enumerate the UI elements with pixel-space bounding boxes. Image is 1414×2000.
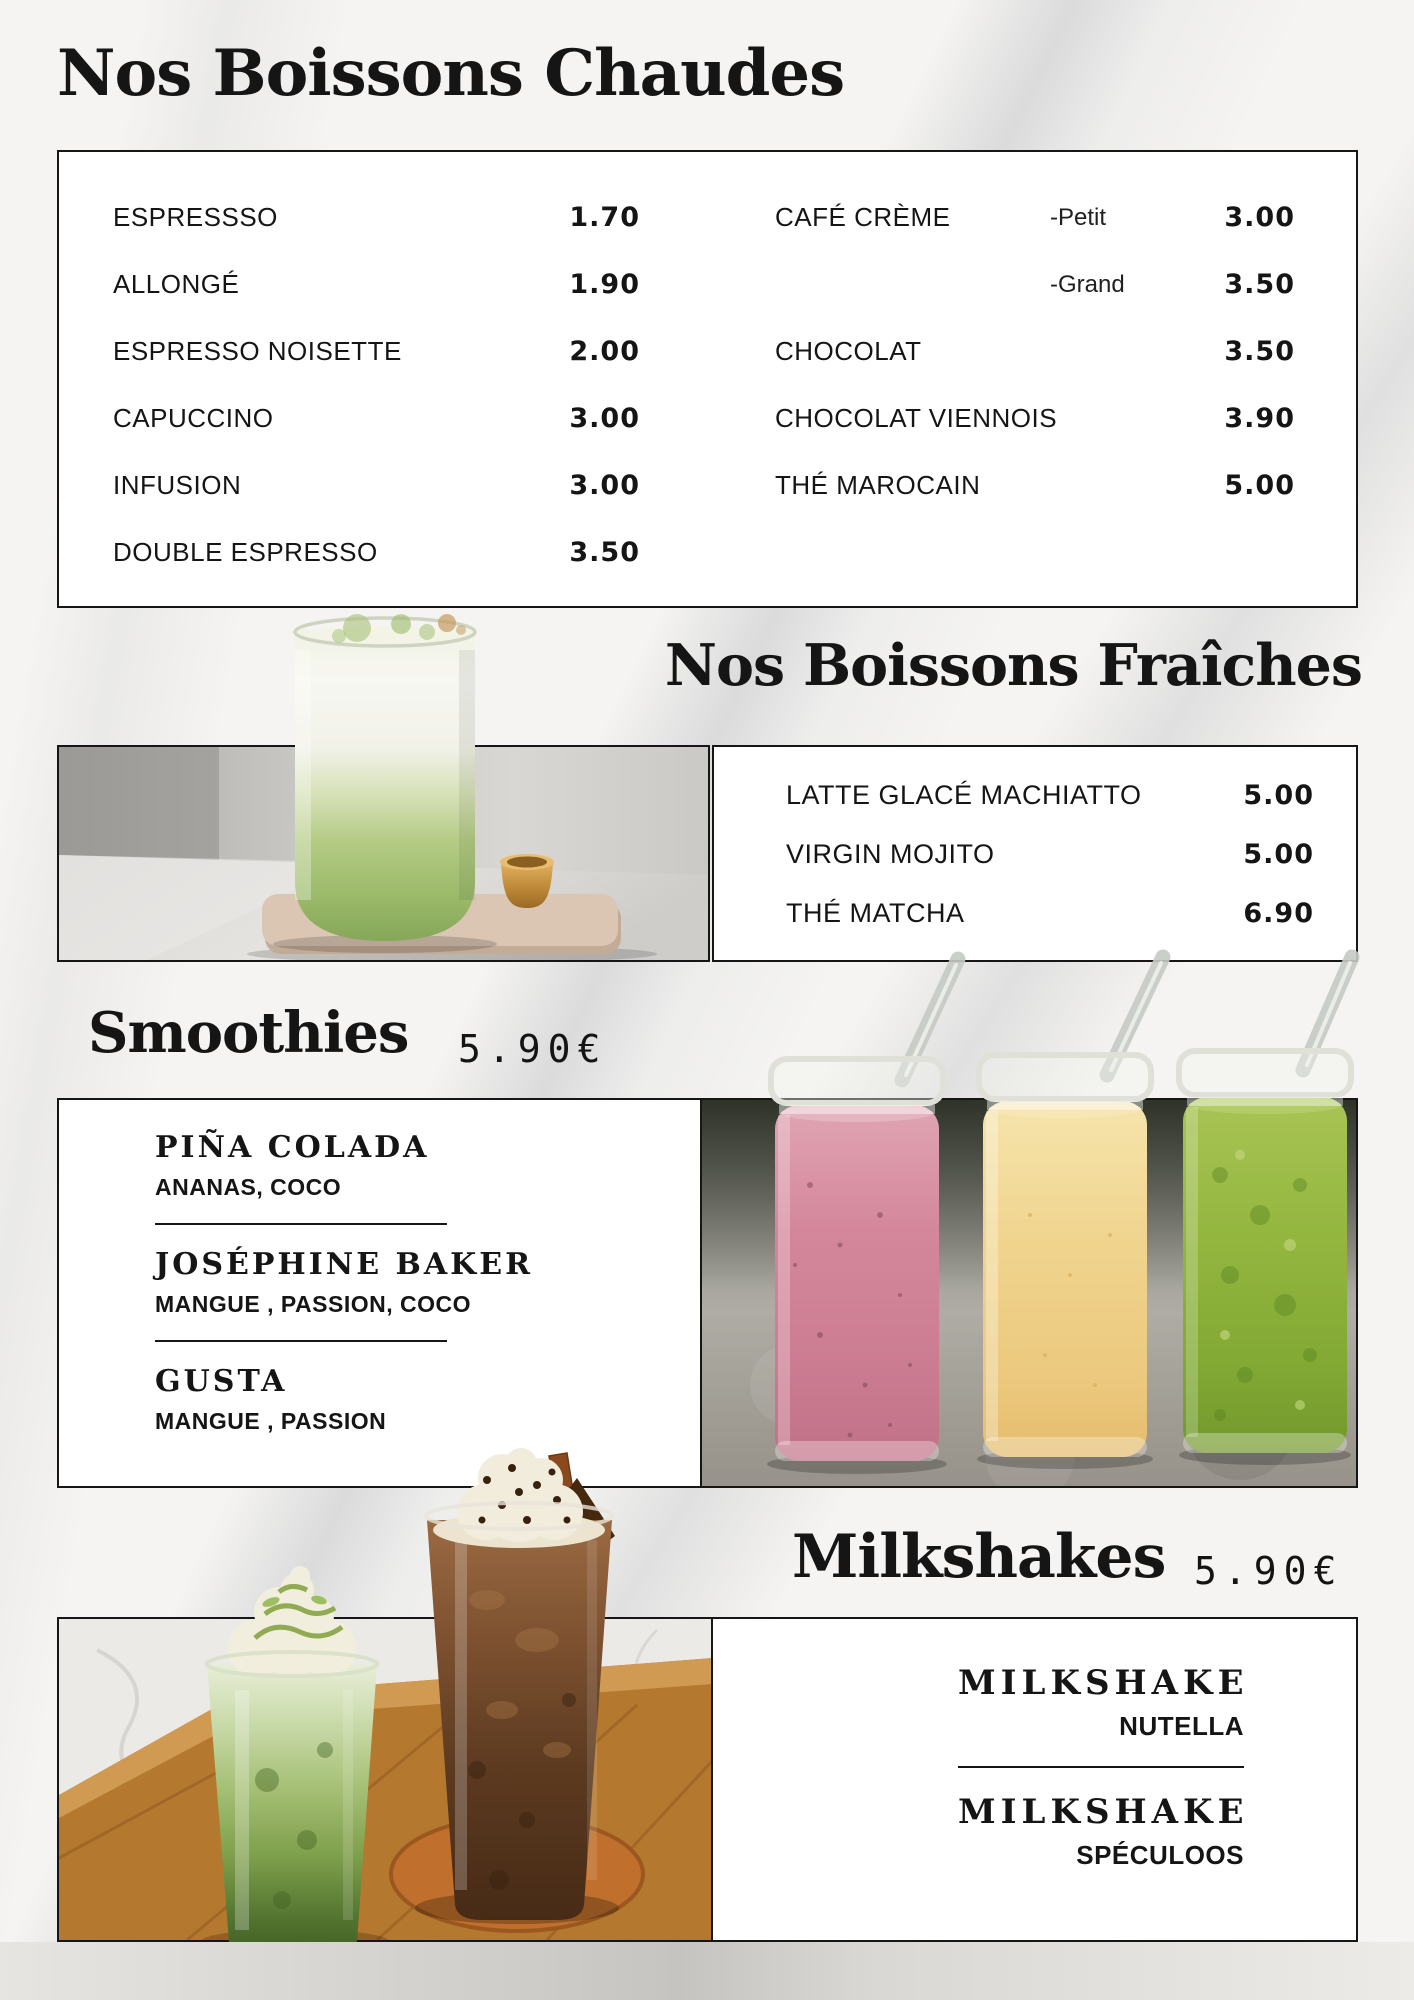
item-name: CHOCOLAT VIENNOIS — [775, 403, 1058, 433]
milkshakes-title: Milkshakes — [792, 1522, 1166, 1592]
item-price: 3.50 — [1224, 336, 1295, 367]
item-price: 3.50 — [569, 537, 640, 568]
smoothies-price: 5.90€ — [458, 1027, 608, 1071]
item-name: THÉ MATCHA — [786, 898, 965, 928]
item-price: 5.00 — [1243, 780, 1314, 811]
item-description: ANANAS, COCO — [155, 1174, 342, 1200]
item-price: 5.00 — [1243, 839, 1314, 870]
item-price: 3.00 — [569, 403, 640, 434]
milkshakes-photo-background — [59, 1619, 713, 1955]
list-item — [155, 1247, 534, 1342]
smoothie-jar-yellow — [979, 1055, 1151, 1457]
menu-row — [113, 318, 640, 385]
menu-row — [113, 385, 640, 452]
smoothies-photo — [700, 955, 1358, 1488]
menu-row — [786, 766, 1314, 825]
item-description: MANGUE , PASSION — [155, 1408, 387, 1434]
list-item — [155, 1364, 447, 1435]
milkshakes-photo — [57, 1450, 713, 1962]
hot-drinks-left-column — [113, 184, 640, 586]
item-name: MILKSHAKE — [958, 1663, 1249, 1703]
menu-row — [775, 251, 1295, 318]
item-name: LATTE GLACÉ MACHIATTO — [786, 780, 1142, 810]
item-name: DOUBLE ESPRESSO — [113, 537, 378, 567]
fresh-drinks-title: Nos Boissons Fraîches — [664, 632, 1362, 699]
milkshakes-price: 5.90€ — [1194, 1549, 1344, 1593]
milkshakes-list — [958, 1663, 1249, 1871]
item-size-label: -Grand — [1050, 270, 1125, 298]
menu-row — [113, 519, 640, 586]
smoothie-jar-pink — [771, 1059, 943, 1461]
smoothies-title: Smoothies — [88, 1000, 409, 1066]
item-price: 3.50 — [1224, 269, 1295, 300]
item-name: ALLONGÉ — [113, 269, 240, 299]
item-price: 6.90 — [1243, 898, 1314, 929]
item-description: NUTELLA — [1119, 1711, 1244, 1741]
marble-footer-band — [0, 1942, 1414, 2000]
menu-row — [775, 452, 1295, 519]
list-item — [958, 1663, 1249, 1768]
hot-drinks-right-column — [775, 184, 1295, 519]
item-description: SPÉCULOOS — [1076, 1840, 1244, 1870]
item-name: VIRGIN MOJITO — [786, 839, 995, 869]
menu-row — [775, 385, 1295, 452]
item-description: MANGUE , PASSION, COCO — [155, 1291, 471, 1317]
item-price: 1.90 — [569, 269, 640, 300]
item-name: MILKSHAKE — [958, 1792, 1249, 1832]
item-name: PIÑA COLADA — [155, 1130, 430, 1165]
item-price: 5.00 — [1224, 470, 1295, 501]
menu-row — [786, 884, 1314, 943]
menu-row — [113, 452, 640, 519]
item-price: 3.00 — [569, 470, 640, 501]
item-size-label: -Petit — [1050, 203, 1107, 231]
item-name: CHOCOLAT — [775, 336, 922, 366]
item-price: 2.00 — [569, 336, 640, 367]
list-item — [155, 1130, 447, 1225]
item-name: CAPUCCINO — [113, 403, 274, 433]
hot-drinks-title: Nos Boissons Chaudes — [57, 36, 845, 111]
smoothie-jar-green — [1179, 1051, 1351, 1453]
item-name: ESPRESSSO — [113, 202, 278, 232]
matcha-latte-photo — [57, 610, 710, 962]
fresh-drinks-list — [786, 766, 1314, 943]
item-name: INFUSION — [113, 470, 242, 500]
item-name: GUSTA — [155, 1364, 288, 1399]
item-name: THÉ MAROCAIN — [775, 470, 981, 500]
item-name: ESPRESSO NOISETTE — [113, 336, 402, 366]
item-price: 3.00 — [1224, 202, 1295, 233]
smoothies-list — [155, 1130, 534, 1435]
menu-row — [775, 184, 1295, 251]
item-price: 3.90 — [1224, 403, 1295, 434]
item-price: 1.70 — [569, 202, 640, 233]
menu-row — [113, 251, 640, 318]
menu-row — [113, 184, 640, 251]
matcha-glass — [295, 614, 475, 941]
menu-row — [786, 825, 1314, 884]
menu-row — [775, 318, 1295, 385]
item-name: CAFÉ CRÈME — [775, 202, 951, 232]
list-item — [958, 1792, 1249, 1871]
whipped-cream — [228, 1566, 356, 1677]
chocolate-milkshake-glass — [426, 1448, 615, 1920]
item-name: JOSÉPHINE BAKER — [155, 1247, 534, 1282]
